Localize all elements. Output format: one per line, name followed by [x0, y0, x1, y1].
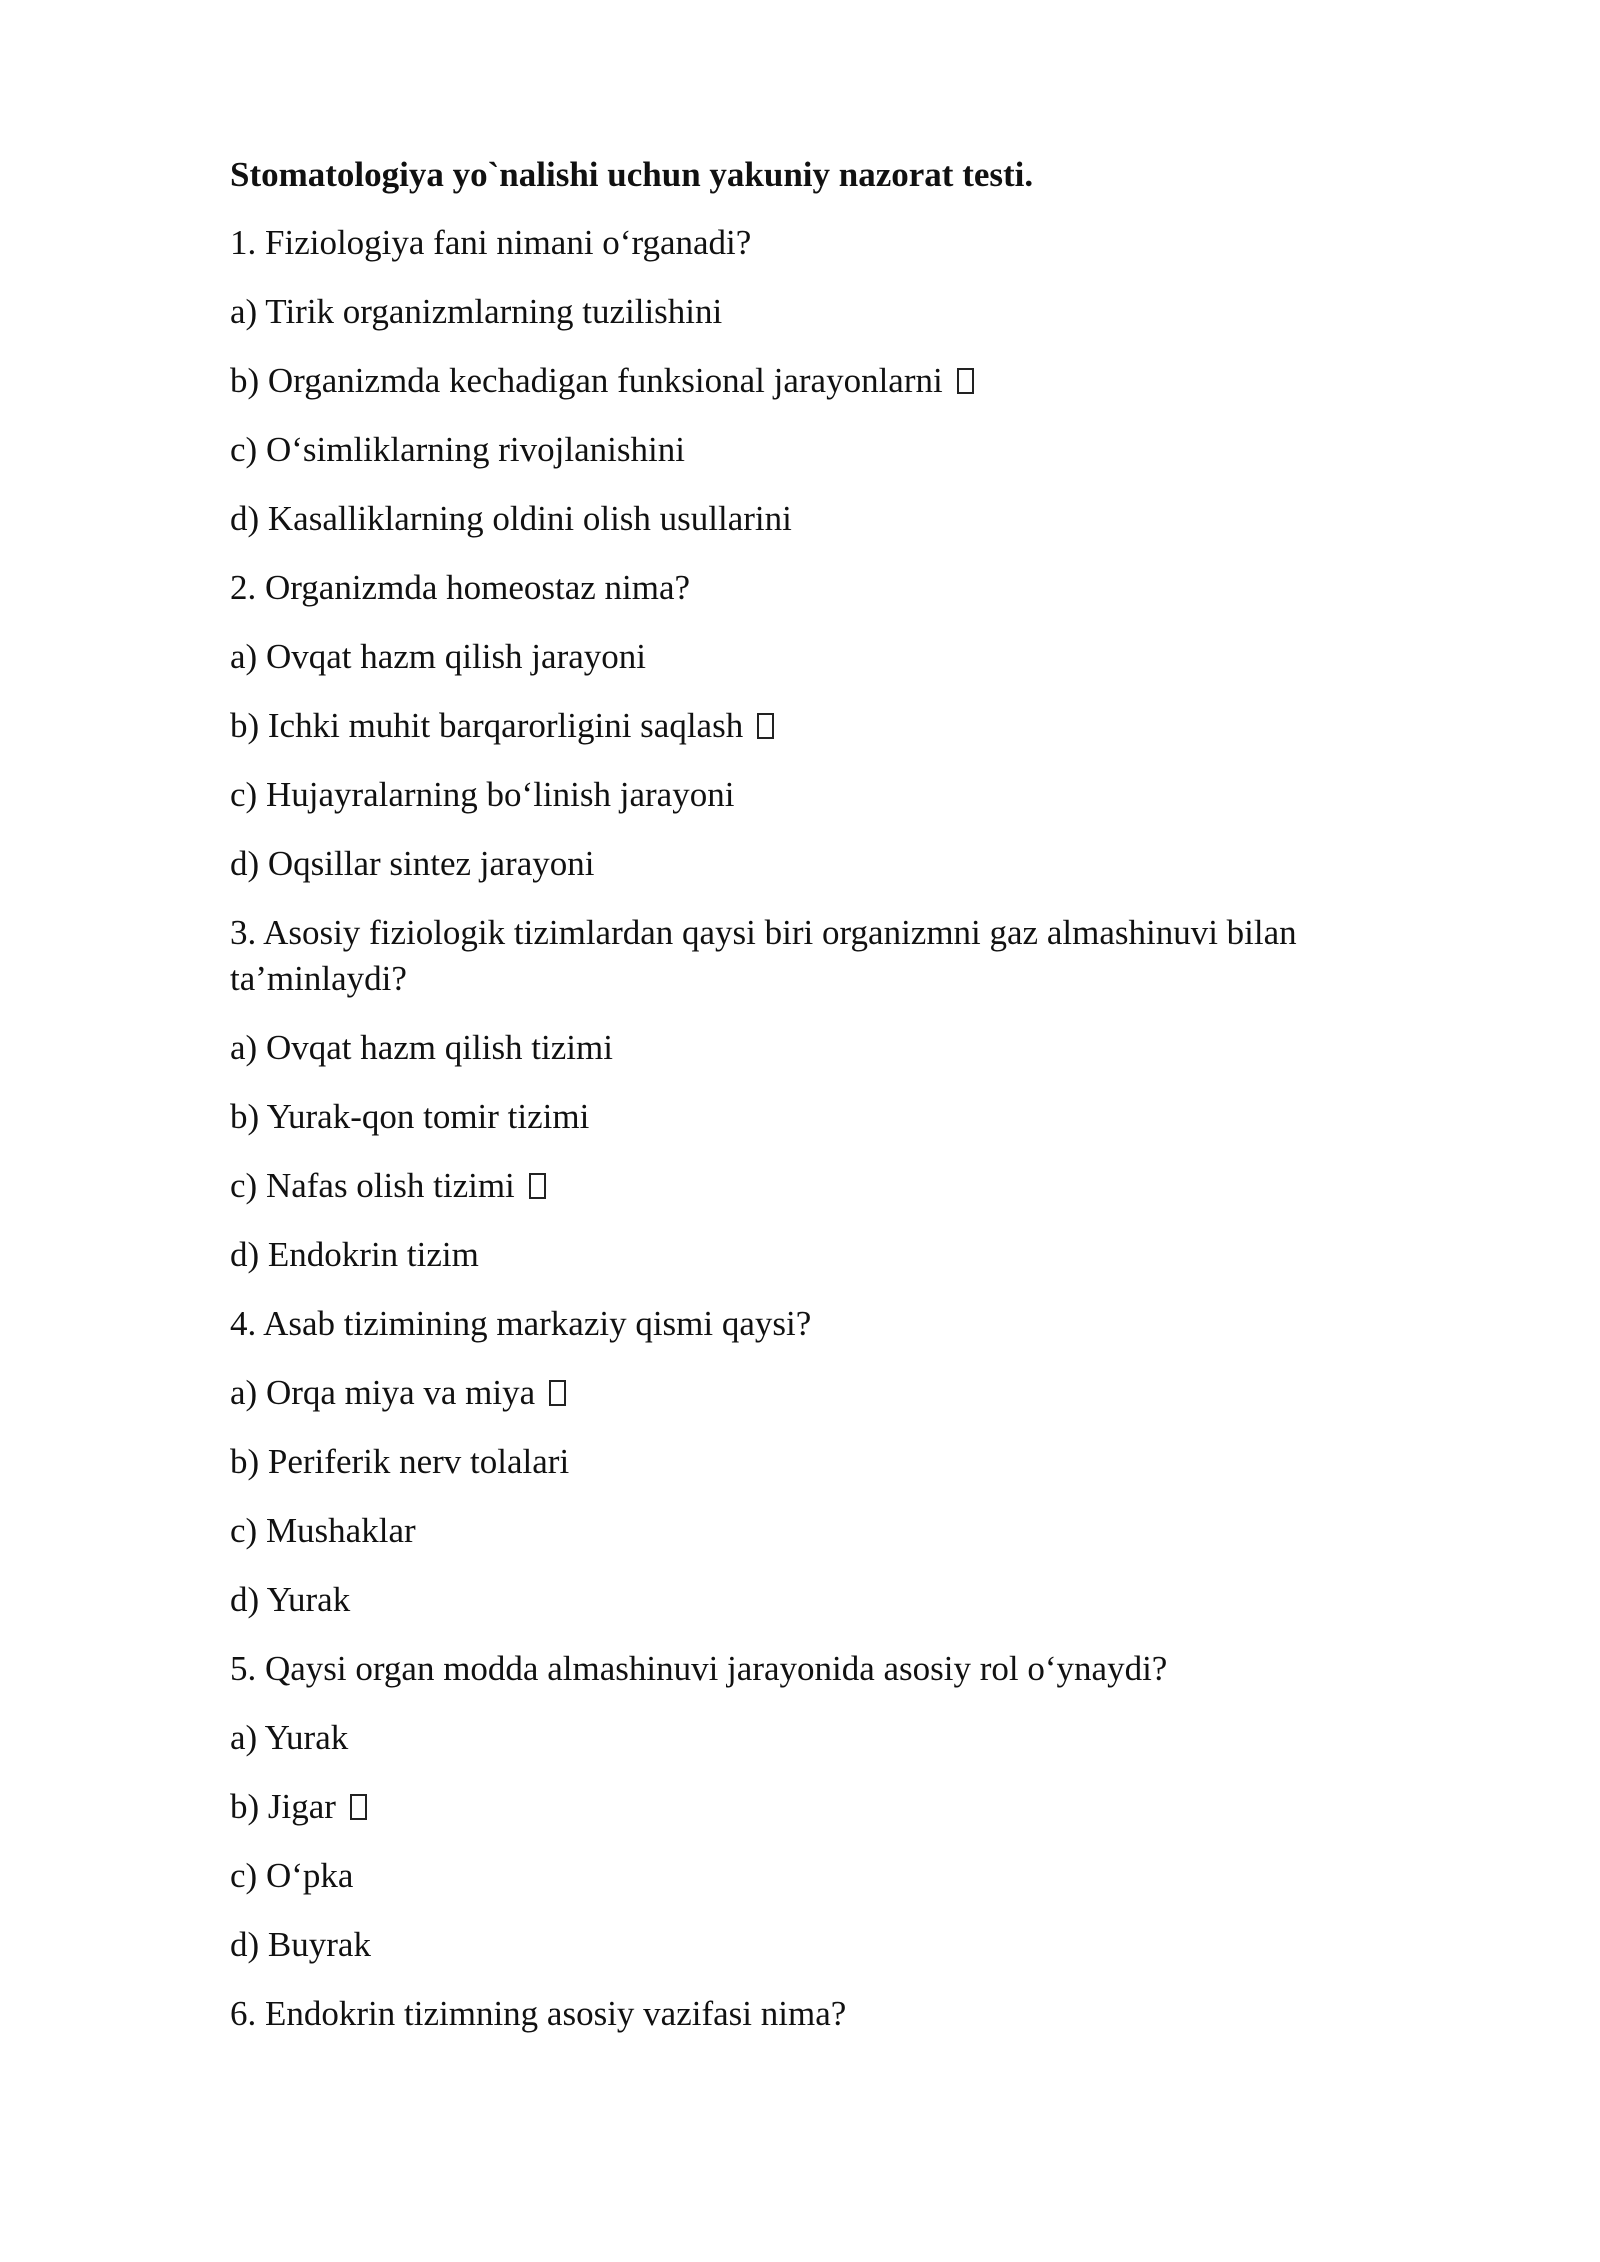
option-3c: c) Nafas olish tizimi	[230, 1163, 1410, 1209]
correct-answer-mark-icon	[549, 1380, 566, 1406]
option-4d: d) Yurak	[230, 1580, 351, 1619]
correct-answer-mark-icon	[757, 713, 774, 739]
option-2d: d) Oqsillar sintez jarayoni	[230, 844, 595, 883]
question-3: 3. Asosiy fiziologik tizimlardan qaysi biri organizmni gaz almashinuvi bilan ta’minlaydi?	[230, 913, 1297, 998]
option-2c: c) Hujayralarning bo‘linish jarayoni	[230, 775, 735, 814]
document-body	[230, 152, 1410, 2060]
option-2b: b) Ichki muhit barqarorligini saqlash	[230, 703, 1410, 749]
option-4b: b) Periferik nerv tolalari	[230, 1442, 570, 1481]
option-3b: b) Yurak-qon tomir tizimi	[230, 1097, 590, 1136]
question-1: 1. Fiziologiya fani nimani o‘rganadi?	[230, 223, 752, 262]
question-2: 2. Organizmda homeostaz nima?	[230, 568, 691, 607]
question-5: 5. Qaysi organ modda almashinuvi jarayonida asosiy rol o‘ynaydi?	[230, 1649, 1168, 1688]
option-2a: a) Ovqat hazm qilish jarayoni	[230, 637, 646, 676]
option-5a: a) Yurak	[230, 1718, 349, 1757]
option-1a: a) Tirik organizmlarning tuzilishini	[230, 292, 723, 331]
correct-answer-mark-icon	[957, 368, 974, 394]
option-3a: a) Ovqat hazm qilish tizimi	[230, 1028, 613, 1067]
option-4c: c) Mushaklar	[230, 1511, 416, 1550]
option-5b: b) Jigar	[230, 1784, 1410, 1830]
option-1d: d) Kasalliklarning oldini olish usullarini	[230, 499, 792, 538]
document-title: Stomatologiya yo`nalishi uchun yakuniy nazorat testi.	[230, 155, 1034, 194]
option-3d: d) Endokrin tizim	[230, 1235, 479, 1274]
option-5d: d) Buyrak	[230, 1925, 371, 1964]
correct-answer-mark-icon	[350, 1794, 367, 1820]
option-1b: b) Organizmda kechadigan funksional jarayonlarni	[230, 358, 1410, 404]
option-5c: c) O‘pka	[230, 1856, 354, 1895]
option-4a: a) Orqa miya va miya	[230, 1370, 1410, 1416]
option-1c: c) O‘simliklarning rivojlanishini	[230, 430, 685, 469]
question-4: 4. Asab tizimining markaziy qismi qaysi?	[230, 1304, 812, 1343]
question-6: 6. Endokrin tizimning asosiy vazifasi nima?	[230, 1994, 847, 2033]
correct-answer-mark-icon	[529, 1173, 546, 1199]
